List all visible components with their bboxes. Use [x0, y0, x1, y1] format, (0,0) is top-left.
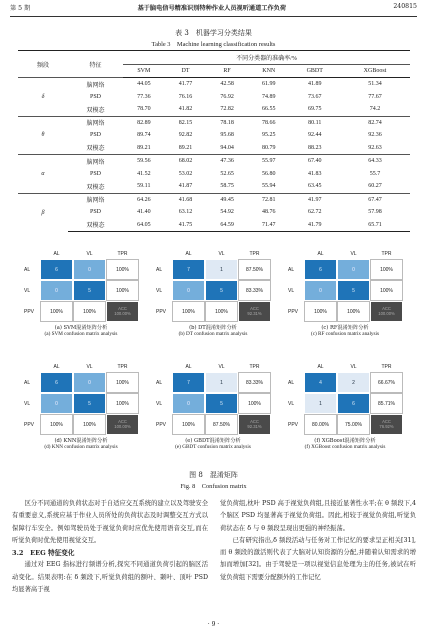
matrix-row-label: VL	[288, 287, 295, 294]
table-row	[18, 103, 410, 116]
body-left-column	[12, 498, 208, 596]
table-row	[18, 142, 410, 155]
matrix-col-label: VL	[86, 251, 93, 257]
matrix-row-label: AL	[156, 379, 163, 386]
accuracy-cell: 64.26	[123, 193, 165, 206]
accuracy-cell: 41.75	[165, 219, 207, 232]
feature-cell: 双模态	[86, 107, 105, 114]
accuracy-cell: 74.2	[369, 106, 381, 113]
accuracy-cell: 76.16	[178, 93, 193, 100]
matrix-caption-en: (d) KNN confusion matrix analysis	[44, 444, 118, 450]
header-accuracy-group: 不同分类器的准确率/%	[123, 51, 410, 65]
matrix-col-label: VL	[218, 251, 225, 257]
accuracy-cell: 71.47	[248, 219, 290, 232]
running-header	[10, 3, 417, 17]
matrix-cell: 0	[172, 280, 205, 301]
accuracy-cell: 41.77	[165, 78, 207, 91]
paragraph: 通过对 EEG 指标进行频谱分析,探究不同通道负荷引起的脑区活动变化。结果表明:在 δ 频段下,听觉负荷组的额叶、颞叶、顶叶 PSD 均显著高于视	[12, 561, 208, 594]
accuracy-cell: 53.02	[178, 170, 193, 177]
accuracy-cell: 95.68	[220, 132, 234, 139]
accuracy-cell: 67.40	[290, 155, 340, 168]
accuracy-cell: 63.45	[308, 183, 322, 190]
table-row	[18, 219, 410, 232]
table-row	[18, 206, 410, 219]
matrix-row-label: PPV	[288, 308, 299, 315]
accuracy-cell: 72.82	[220, 106, 234, 113]
matrix-cell: 100%	[40, 414, 73, 435]
confusion-matrix-grid	[22, 251, 404, 459]
matrix-cell: 0	[73, 259, 106, 280]
table-caption-cn: 表 3 机器学习分类结果	[175, 29, 252, 37]
accuracy-cell: 41.87	[178, 183, 193, 190]
matrix-cell: 87.50%	[238, 259, 271, 280]
accuracy-cell: 41.79	[290, 219, 340, 232]
accuracy-cell: 59.11	[137, 183, 151, 190]
accuracy-cell: 63.12	[178, 209, 193, 216]
matrix-col-label: TPR	[381, 251, 392, 257]
feature-cell: PSD	[89, 132, 101, 139]
feature-cell: PSD	[89, 209, 101, 216]
matrix-cell: 100%	[106, 372, 139, 393]
matrix-cell: 100%	[337, 301, 370, 322]
table-row	[18, 168, 410, 181]
feature-cell: 双模态	[86, 184, 105, 191]
accuracy-cell: 88.23	[308, 144, 322, 151]
accuracy-cell: 89.21	[137, 144, 151, 151]
accuracy-cell: 55.94	[261, 183, 276, 190]
accuracy-cell: 41.97	[290, 193, 340, 206]
accuracy-cell: 67.47	[340, 193, 410, 206]
accuracy-cell: 78.70	[137, 106, 151, 113]
matrix-cell: 66.67%	[370, 372, 403, 393]
matrix-row-label: PPV	[24, 421, 35, 428]
matrix-row-label: AL	[288, 266, 295, 273]
paragraph: 已有研究指出,δ 频段活动与任务对工作记忆的要求呈正相关[31],而 θ 频段的激活则代表了大脑对认知资源的分配,并随着认知需求的增加而增加[32]。由于驾驶是一项以视觉信息处理为主的任务,被试在听觉负荷组下需要分配额外的工作记忆	[220, 536, 416, 581]
matrix-caption-en: (f) XGBoost confusion matrix analysis	[304, 444, 386, 450]
matrix-cell: 0	[73, 372, 106, 393]
section-heading: 3.2 EEG 特征变化	[12, 549, 75, 558]
accuracy-cell: 65.71	[340, 219, 410, 232]
paragraph: 觉负荷组,枕叶 PSD 高于视觉负荷组,且接近显著性水平;在 θ 频段下,4 个脑区 PSD 均显著高于视觉负荷组。因此,相较于视觉负荷组,听觉负荷状态在 δ 与 θ 频段呈现出更强的神经振荡。	[220, 500, 416, 532]
accuracy-cell: 64.05	[123, 219, 165, 232]
accuracy-cell: 69.75	[308, 106, 322, 113]
accuracy-cell: 41.40	[137, 209, 151, 216]
matrix-col-label: TPR	[249, 251, 260, 257]
matrix-row-label: VL	[24, 400, 31, 407]
matrix-cell: 100%	[304, 301, 337, 322]
table-row	[18, 129, 410, 142]
matrix-cell: 100%	[370, 259, 403, 280]
matrix-col-label: AL	[317, 364, 324, 370]
matrix-caption-en: (a) SVM confusion matrix analysis	[44, 331, 118, 337]
matrix-cell: 5	[205, 393, 238, 414]
classification-results-table	[18, 50, 410, 232]
accuracy-cell: 73.67	[308, 93, 322, 100]
band-cell: α	[18, 155, 68, 194]
matrix-col-label: TPR	[117, 364, 128, 370]
matrix-cell: 83.33%	[238, 372, 271, 393]
accuracy-cell: 77.36	[137, 93, 151, 100]
matrix-cell: 5	[73, 393, 106, 414]
matrix-cell: 0	[304, 280, 337, 301]
accuracy-cell: 80.11	[290, 116, 340, 129]
matrix-col-label: TPR	[249, 364, 260, 370]
accuracy-cell: 82.89	[123, 116, 165, 129]
band-cell: β	[18, 193, 68, 232]
matrix-cell: 1	[205, 372, 238, 393]
feature-cell: 脑网络	[68, 78, 123, 91]
matrix-caption-en: (c) RF confusion matrix analysis	[310, 331, 379, 337]
matrix-cell: 0	[40, 280, 73, 301]
issue-number: 第 5 期	[10, 5, 31, 12]
accuracy-cell: ACC 100.00%	[106, 414, 139, 435]
accuracy-cell: 64.59	[206, 219, 248, 232]
matrix-cell: 85.71%	[370, 393, 403, 414]
matrix-cell: 100%	[238, 393, 271, 414]
accuracy-cell: 72.81	[248, 193, 290, 206]
feature-cell: 脑网络	[68, 116, 123, 129]
accuracy-cell: 59.56	[123, 155, 165, 168]
matrix-col-label: VL	[350, 251, 357, 257]
matrix-cell: 100%	[205, 301, 238, 322]
feature-cell: 脑网络	[68, 155, 123, 168]
accuracy-cell: 44.05	[123, 78, 165, 91]
accuracy-cell: 77.67	[368, 93, 382, 100]
matrix-cell: 6	[337, 393, 370, 414]
body-right-column	[220, 498, 416, 584]
matrix-cell: 1	[205, 259, 238, 280]
matrix-cell: 5	[73, 280, 106, 301]
matrix-row-label: PPV	[156, 421, 167, 428]
matrix-row-label: AL	[24, 379, 31, 386]
article-number: 240815	[393, 3, 417, 10]
accuracy-cell: 89.74	[137, 132, 151, 139]
band-cell: δ	[18, 78, 68, 117]
accuracy-cell: 68.02	[165, 155, 207, 168]
matrix-row-label: VL	[156, 400, 163, 407]
matrix-col-label: AL	[317, 251, 324, 257]
matrix-caption-en: (e) GBDT confusion matrix analysis	[175, 444, 251, 450]
accuracy-cell: 95.25	[261, 132, 276, 139]
matrix-cell: 80.00%	[304, 414, 337, 435]
figure-caption-cn: 图 8 混淆矩阵	[189, 471, 238, 479]
matrix-col-label: VL	[86, 364, 93, 370]
accuracy-cell: 74.89	[261, 93, 276, 100]
matrix-caption-cn: (c) RF混淆矩阵分析	[321, 325, 369, 331]
feature-cell: 双模态	[68, 219, 123, 232]
accuracy-cell: 41.82	[178, 106, 193, 113]
matrix-cell: 6	[40, 372, 73, 393]
band-cell: θ	[18, 116, 68, 155]
accuracy-cell: 61.99	[248, 78, 290, 91]
accuracy-cell: ACC 76.92%	[370, 414, 403, 435]
matrix-row-label: AL	[24, 266, 31, 273]
table-row	[18, 193, 410, 206]
accuracy-cell: 92.63	[368, 144, 382, 151]
accuracy-cell: 82.74	[340, 116, 410, 129]
accuracy-cell: 41.52	[137, 170, 151, 177]
accuracy-cell: 78.66	[248, 116, 290, 129]
matrix-cell: 0	[40, 393, 73, 414]
accuracy-cell: ACC 100.00%	[106, 301, 139, 322]
accuracy-cell: 56.80	[261, 170, 276, 177]
matrix-cell: 75.00%	[337, 414, 370, 435]
accuracy-cell: 47.36	[206, 155, 248, 168]
classifier-header: GBDT	[290, 64, 340, 78]
accuracy-cell: 60.27	[368, 183, 382, 190]
matrix-cell: 100%	[40, 301, 73, 322]
matrix-cell: 100%	[73, 301, 106, 322]
accuracy-cell: 94.04	[220, 144, 234, 151]
feature-cell: PSD	[89, 93, 101, 100]
classifier-header: KNN	[248, 64, 290, 78]
matrix-row-label: VL	[24, 287, 31, 294]
accuracy-cell: 41.68	[165, 193, 207, 206]
matrix-cell: 100%	[73, 414, 106, 435]
accuracy-cell: ACC 92.31%	[238, 301, 271, 322]
accuracy-cell: 52.65	[220, 170, 234, 177]
matrix-caption-cn: (f) XGBoost混淆矩阵分析	[314, 438, 376, 444]
matrix-cell: 100%	[172, 414, 205, 435]
matrix-col-label: AL	[53, 364, 60, 370]
accuracy-cell: 82.15	[165, 116, 207, 129]
accuracy-cell: 57.98	[368, 209, 382, 216]
matrix-cell: 83.33%	[238, 280, 271, 301]
accuracy-cell: 92.44	[308, 132, 322, 139]
accuracy-cell: 54.92	[220, 209, 234, 216]
matrix-row-label: PPV	[156, 308, 167, 315]
matrix-cell: 7	[172, 259, 205, 280]
matrix-cell: 87.50%	[205, 414, 238, 435]
feature-cell: 脑网络	[68, 193, 123, 206]
classifier-header: DT	[165, 64, 207, 78]
table-row	[18, 91, 410, 104]
accuracy-cell: 80.79	[261, 144, 276, 151]
accuracy-cell: 41.83	[308, 170, 322, 177]
matrix-cell: 0	[172, 393, 205, 414]
accuracy-cell: 58.75	[220, 183, 234, 190]
feature-cell: PSD	[89, 170, 101, 177]
table-row	[18, 155, 410, 168]
matrix-row-label: AL	[288, 379, 295, 386]
classifier-header: RF	[206, 64, 248, 78]
classifier-header: XGBoost	[340, 64, 410, 78]
matrix-col-label: TPR	[381, 364, 392, 370]
header-feature: 特征	[68, 51, 123, 78]
accuracy-cell: 49.45	[206, 193, 248, 206]
matrix-caption-en: (b) DT confusion matrix analysis	[178, 331, 248, 337]
accuracy-cell: ACC 100.00%	[370, 301, 403, 322]
accuracy-cell: 62.72	[308, 209, 322, 216]
matrix-caption-cn: (d) KNN混淆矩阵分析	[54, 438, 108, 444]
matrix-col-label: VL	[350, 364, 357, 370]
accuracy-cell: 55.7	[369, 170, 381, 177]
page-number: · 9 ·	[207, 621, 220, 628]
matrix-col-label: AL	[185, 251, 192, 257]
accuracy-cell: 66.55	[261, 106, 276, 113]
accuracy-cell: 51.34	[340, 78, 410, 91]
matrix-cell: 7	[172, 372, 205, 393]
table-row	[18, 116, 410, 129]
matrix-cell: 1	[304, 393, 337, 414]
matrix-cell: 5	[337, 280, 370, 301]
accuracy-cell: ACC 92.31%	[238, 414, 271, 435]
accuracy-cell: 48.76	[261, 209, 276, 216]
matrix-col-label: VL	[218, 364, 225, 370]
accuracy-cell: 55.97	[248, 155, 290, 168]
matrix-cell: 100%	[172, 301, 205, 322]
matrix-cell: 100%	[106, 280, 139, 301]
journal-running-title: 基于脑电信号精准识别特种作业人员视听通道工作负荷	[137, 5, 287, 12]
classifier-header: SVM	[123, 64, 165, 78]
matrix-col-label: AL	[185, 364, 192, 370]
matrix-row-label: AL	[156, 266, 163, 273]
matrix-caption-cn: (e) GBDT混淆矩阵分析	[185, 438, 241, 444]
accuracy-cell: 76.92	[220, 93, 234, 100]
table-row	[18, 78, 410, 91]
matrix-cell: 100%	[106, 393, 139, 414]
matrix-cell: 6	[304, 259, 337, 280]
header-band: 频段	[18, 51, 68, 78]
matrix-col-label: TPR	[117, 251, 128, 257]
matrix-col-label: AL	[53, 251, 60, 257]
paragraph: 区分不同通道的负荷状态对于自适应交互系统的建立以及驾驶安全有重要意义,系统应基于作业人员所处的负荷状态及时调整交互方式以保障行车安全。例如驾驶员处于视觉负荷时应优先使用语音交互,而在听觉负荷时优先使用视觉交互。	[12, 500, 208, 544]
accuracy-cell: 41.89	[290, 78, 340, 91]
matrix-row-label: PPV	[288, 421, 299, 428]
matrix-row-label: VL	[156, 287, 163, 294]
matrix-row-label: VL	[288, 400, 295, 407]
accuracy-cell: 78.18	[206, 116, 248, 129]
matrix-cell: 6	[40, 259, 73, 280]
table-caption-en: Table 3 Machine learning classification results	[151, 41, 276, 48]
matrix-cell: 2	[337, 372, 370, 393]
matrix-cell: 100%	[370, 280, 403, 301]
matrix-cell: 100%	[106, 259, 139, 280]
accuracy-cell: 92.36	[368, 132, 382, 139]
accuracy-cell: 89.21	[178, 144, 193, 151]
matrix-cell: 5	[205, 280, 238, 301]
accuracy-cell: 42.58	[206, 78, 248, 91]
matrix-caption-cn: (a) SVM混淆矩阵分析	[54, 325, 108, 331]
feature-cell: 双模态	[86, 146, 105, 153]
table-row	[18, 180, 410, 193]
matrix-cell: 0	[337, 259, 370, 280]
matrix-caption-cn: (b) DT混淆矩阵分析	[189, 325, 237, 331]
matrix-cell: 4	[304, 372, 337, 393]
matrix-row-label: PPV	[24, 308, 35, 315]
figure-caption-en: Fig. 8 Confusion matrix	[180, 483, 247, 490]
accuracy-cell: 64.33	[340, 155, 410, 168]
accuracy-cell: 92.82	[178, 132, 193, 139]
